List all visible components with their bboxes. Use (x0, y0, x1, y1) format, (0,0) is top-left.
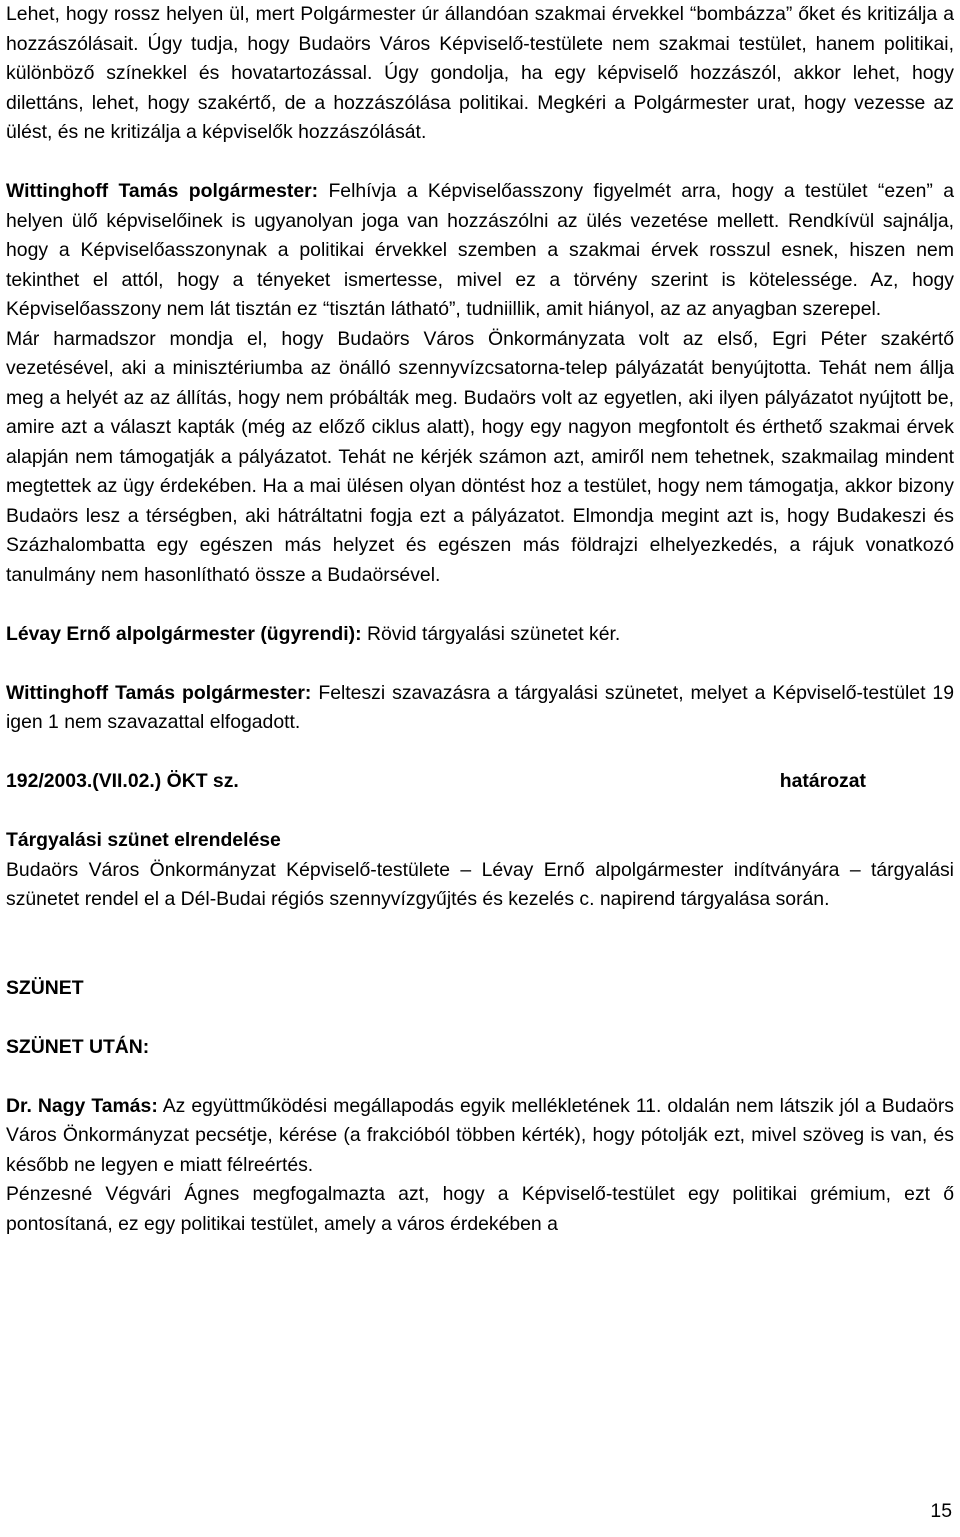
resolution-text: Budaörs Város Önkormányzat Képviselő-testülete – Lévay Ernő alpolgármester indítványára – tárgyalási szünetet rendel el a Dél-Budai régiós szennyvízgyűjtés és kezelés c. napirend tárgyalása során. (6, 858, 954, 910)
paragraph-1: Lehet, hogy rossz helyen ül, mert Polgármester úr állandóan szakmai érvekkel “bombázza” őket és kritizálja a hozzászólásait. Úgy tudja, hogy Budaörs Város Képviselő-testülete nem szakmai testület, hanem politikai, különböző színekkel és hovatartozással. Úgy gondolja, ha egy képviselő hozzászól, akkor lehet, hogy dilettáns, lehet, hogy szakértő, de a hozzászólása politikai. Megkéri a Polgármester urat, hogy vezesse az ülést, és ne kritizálja a képviselők hozzászólását. (6, 3, 954, 143)
resolution-header (6, 767, 866, 797)
paragraph-6 (6, 1092, 954, 1181)
paragraph-7: Pénzesné Végvári Ágnes megfogalmazta azt, hogy a Képviselő-testület egy politikai grémium, ezt ő pontosítaná, ez egy politikai testület, amely a város érdekében a (6, 1183, 954, 1235)
paragraph-text: Felteszi szavazásra a tárgyalási szünetet, melyet a Képviselő-testület 19 igen 1 nem szavazattal elfogadott. (6, 681, 954, 733)
after-break-heading: SZÜNET UTÁN: (6, 1035, 150, 1058)
paragraph-text: Az együttműködési megállapodás egyik mellékletének 11. oldalán nem látszik jól a Budaörs Város Önkormányzat pecsétje, kérése (a frakcióból többen kérték), hogy pótolják ezt, mivel szöveg is van, és később ne legyen e miatt félreértés. (6, 1094, 954, 1176)
page-number: 15 (930, 1500, 952, 1522)
speaker-name: Lévay Ernő alpolgármester (ügyrendi): (6, 622, 362, 645)
break-heading: SZÜNET (6, 976, 84, 999)
paragraph-text: Felhívja a Képviselőasszony figyelmét arra, hogy a testület “ezen” a helyen ülő képviselőinek is ugyanolyan joga van hozzászólni az ülés vezetése mellett. Rendkívül sajnálja, hogy a Képviselőasszonynak a politikai érvekkel szemben a szakmai érvek rosszul esnek, hiszen nem tekinthet el attól, hogy a tényeket ismertesse, mivel ez a törvény szerint is kötelessége. Az, hogy Képviselőasszony nem lát tisztán ez “tisztán látható”, tudniillik, amit hiányol, az az anyagban szerepel. (6, 180, 954, 320)
paragraph-text: Rövid tárgyalási szünetet kér. (361, 622, 621, 645)
paragraph-5 (6, 679, 954, 738)
resolution-number: 192/2003.(VII.02.) ÖKT sz. (6, 770, 239, 792)
document-page (6, 0, 954, 1239)
speaker-name: Wittinghoff Tamás polgármester: (6, 681, 312, 704)
paragraph-2 (6, 177, 954, 325)
resolution-title: Tárgyalási szünet elrendelése (6, 829, 281, 851)
speaker-name: Dr. Nagy Tamás: (6, 1094, 158, 1117)
paragraph-4 (6, 620, 954, 650)
speaker-name: Wittinghoff Tamás polgármester: (6, 180, 319, 202)
resolution-type: határozat (779, 770, 866, 792)
paragraph-3: Már harmadszor mondja el, hogy Budaörs Város Önkormányzata volt az első, Egri Péter szakértő vezetésével, aki a minisztériumba az önálló szennyvízcsatorna-telep pályázatát benyújtotta. Tehát nem állja meg a helyét az az állítás, hogy nem próbálták meg. Budaörs volt az egyetlen, aki ilyen pályázatot nyújtott be, amire azt a választ kapták (még az előző ciklus alatt), hogy egy nagyon megfontolt és érthető szakmai érvek alapján nem támogatják a pályázatot. Tehát ne kérjék számon azt, amiről nem tehetnek, szakmailag mindent megtettek az ügy érdekében. Ha a mai ülésen olyan döntést hoz a testület, hogy nem támogatja, akkor bizony Budaörs lesz a térségben, aki hátráltatni fogja ezt a pályázatot. Elmondja megint azt is, hogy Budakeszi és Százhalombatta egy egészen más helyzet és egészen más földrajzi elhelyezkedés, a rájuk vonatkozó tanulmány nem hasonlítható össze a Budaörsével. (6, 327, 954, 586)
